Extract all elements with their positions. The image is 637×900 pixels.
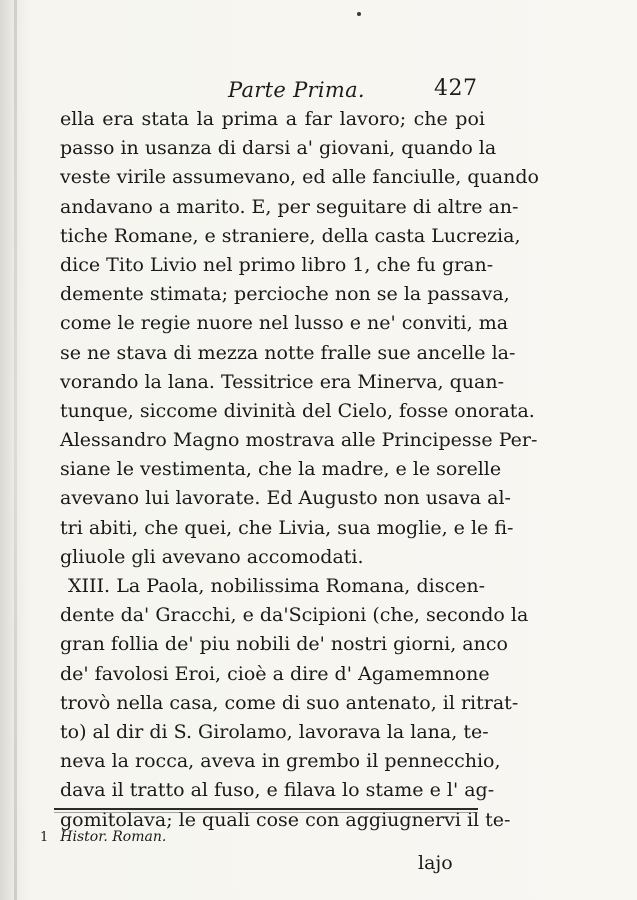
text-line: se ne stava di mezza notte fralle sue ancelle la-: [60, 341, 516, 364]
text-line: XIII. La Paola, nobilissima Romana, discen-: [68, 575, 485, 597]
text-line: Alessandro Magno mostrava alle Principesse Per-: [60, 429, 538, 452]
text-line: de' favolosi Eroi, cioè a dire d' Agamemnone: [60, 662, 490, 685]
text-line: gran follia de' piu nobili de' nostri giorni, anco: [60, 633, 508, 656]
running-title: Parte Prima.: [228, 78, 365, 102]
body-text: [60, 105, 539, 835]
binding-gutter: [14, 0, 17, 900]
text-line: veste virile assumevano, ed alle fanciulle, quando: [60, 166, 539, 189]
ink-speck: [357, 12, 361, 16]
text-line: trovò nella casa, come di suo antenato, il ritrat-: [60, 691, 519, 714]
text-line: avevano lui lavorate. Ed Augusto non usava al-: [60, 487, 511, 510]
running-head: [60, 74, 480, 106]
footnote-marker: 1: [40, 830, 49, 845]
text-line: to) al dir di S. Girolamo, lavorava la lana, te-: [60, 720, 489, 743]
text-line: gomitolava; le quali cose con aggiugnervi il te-: [60, 808, 511, 831]
footnote-text: Histor. Roman.: [60, 829, 167, 845]
footnote-rule: [54, 808, 478, 810]
footnote-rule-thin: [54, 812, 478, 813]
footnote: [40, 829, 166, 845]
text-line: passo in usanza di darsi a' giovani, quando la: [60, 137, 497, 160]
text-line: tiche Romane, e straniere, della casta Lucrezia,: [60, 224, 521, 247]
text-line: vorando la lana. Tessitrice era Minerva, quan-: [60, 370, 505, 393]
text-line: come le regie nuore nel lusso e ne' conviti, ma: [60, 312, 509, 335]
text-line: tunque, siccome divinità del Cielo, fosse onorata.: [60, 399, 535, 422]
text-line: demente stimata; percioche non se la passava,: [60, 283, 510, 306]
text-line: gliuole gli avevano accomodati.: [60, 545, 364, 568]
text-line: dice Tito Livio nel primo libro 1, che fu gran-: [60, 253, 494, 276]
text-line: neva la rocca, aveva in grembo il pennecchio,: [60, 750, 501, 773]
text-line: ella era stata la prima a far lavoro; che poi: [60, 108, 485, 130]
text-line: andavano a marito. E, per seguitare di altre an-: [60, 195, 519, 218]
text-line: dava il tratto al fuso, e filava lo stame e l' ag-: [60, 779, 495, 802]
catchword: lajo: [418, 852, 453, 874]
text-line: siane le vestimenta, che la madre, e le sorelle: [60, 458, 502, 481]
text-line: dente da' Gracchi, e da'Scipioni (che, secondo la: [60, 604, 529, 627]
text-line: tri abiti, che quei, che Livia, sua moglie, e le fi-: [60, 516, 514, 539]
page-number: 427: [434, 76, 478, 101]
